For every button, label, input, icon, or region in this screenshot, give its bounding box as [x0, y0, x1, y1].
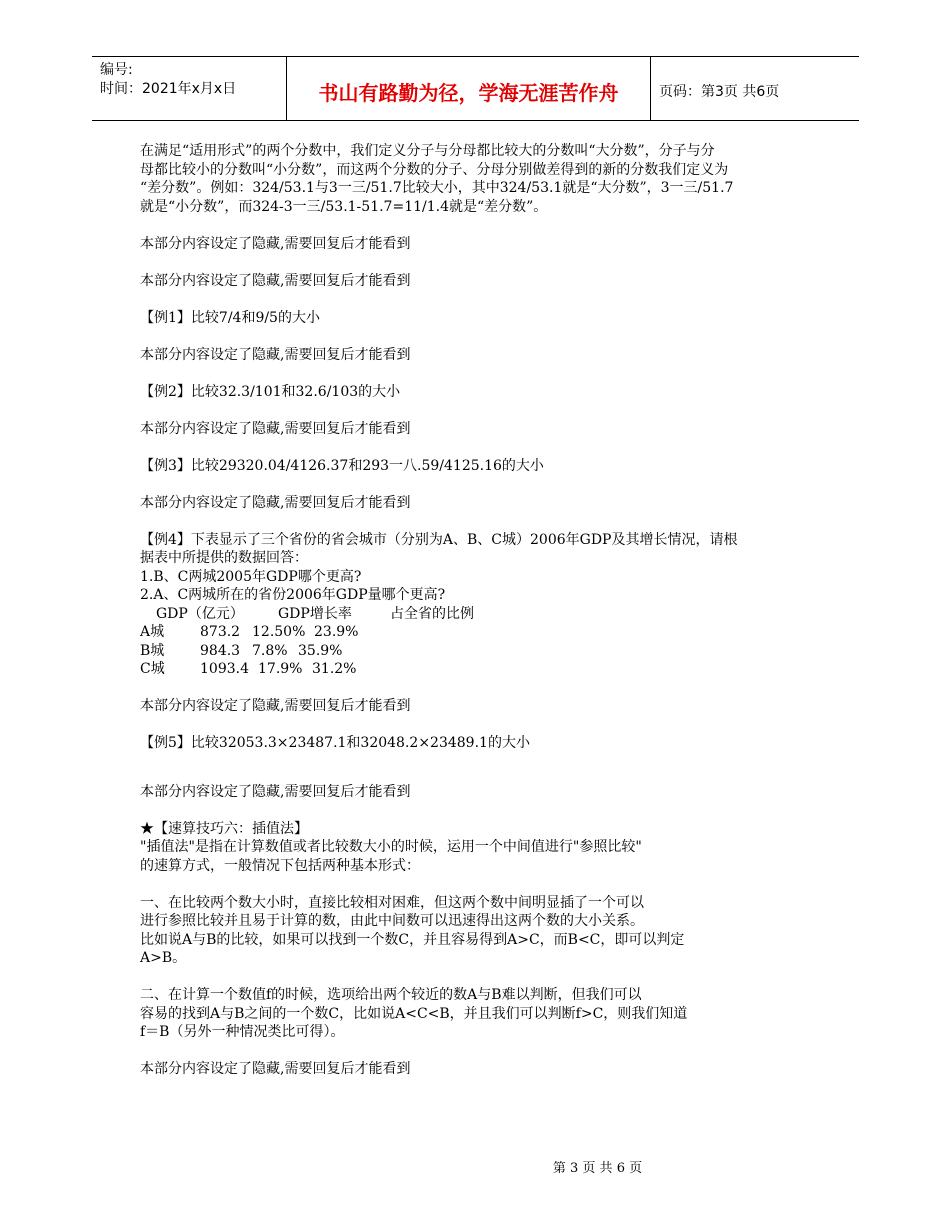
table-cell: 35.9% [298, 642, 343, 659]
tip-intro [140, 838, 820, 875]
text-line: 2.A、C两城所在的省份2006年GDP量哪个更高? [140, 587, 446, 603]
table-header-row [140, 605, 820, 624]
tip-form-two [140, 986, 820, 1042]
document-body [140, 142, 820, 1079]
document-number-label: 编号: [100, 62, 133, 78]
hidden-content-notice: 本部分内容设定了隐藏,需要回复后才能看到 [140, 1061, 411, 1077]
header-page-label: 页码：第3页 共6页 [659, 84, 780, 100]
text-line: 进行参照比较并且易于计算的数，由此中间数可以迅速得出这两个数的大小关系。 [140, 913, 644, 929]
hidden-content-notice: 本部分内容设定了隐藏,需要回复后才能看到 [140, 346, 411, 363]
table-row [140, 642, 820, 661]
table-header-cell: GDP（亿元） [156, 605, 244, 622]
gdp-table [140, 605, 820, 679]
text-line: 容易的找到A与B之间的一个数C，比如说A<C<B，并且我们可以判断f>C，则我们知道 [140, 1005, 688, 1022]
text-line: 在满足“适用形式”的两个分数中，我们定义分子与分母都比较大的分数叫“大分数”，分子与分 [140, 143, 715, 159]
table-cell: A城 [140, 624, 165, 640]
text-line: 比如说A与B的比较，如果可以找到一个数C，并且容易得到A>C，而B<C，即可以判定 [140, 931, 685, 948]
text-line: “差分数”。例如：324/53.1与3一三/51.7比较大小，其中324/53.1就是“大分数”，3一三/51.7 [140, 180, 734, 196]
text-line: 就是“小分数”，而324-3一三/53.1-51.7=11/1.4就是“差分数”。 [140, 198, 548, 215]
hidden-content-notice: 本部分内容设定了隐藏,需要回复后才能看到 [140, 420, 411, 437]
table-cell: C城 [140, 661, 165, 677]
table-cell: 31.2% [312, 661, 357, 677]
text-line: "插值法"是指在计算数值或者比较数大小的时候，运用一个中间值进行"参照比较" [140, 839, 642, 855]
intro-paragraph [140, 142, 820, 216]
page-footer: 第 3 页 共 6 页 [552, 1161, 643, 1176]
tip-title: ★【速算技巧六：插值法】 [140, 820, 308, 837]
example-3-heading: 【例3】比较29320.04/4126.37和293一八.59/4125.16的大小 [140, 457, 544, 474]
table-header-cell: GDP增长率 [278, 605, 352, 622]
hidden-content-notice: 本部分内容设定了隐藏,需要回复后才能看到 [140, 494, 411, 511]
example-1-heading: 【例1】比较7/4和9/5的大小 [140, 309, 320, 326]
text-line: A>B。 [140, 950, 187, 966]
text-line: 一、在比较两个数大小时，直接比较相对困难，但这两个数中间明显插了一个可以 [140, 894, 644, 911]
example-5-heading: 【例5】比较32053.3×23487.1和32048.2×23489.1的大小 [140, 735, 530, 751]
table-row [140, 660, 820, 679]
table-cell: 1093.4 [200, 661, 249, 677]
example-2-heading: 【例2】比较32.3/101和32.6/103的大小 [140, 383, 401, 400]
text-line: 据表中所提供的数据回答： [140, 550, 308, 566]
table-cell: B城 [140, 642, 165, 659]
table-cell: 7.8% [252, 642, 288, 659]
text-line: 母都比较小的分数叫“小分数”，而这两个分数的分子、分母分别做差得到的新的分数我们定义为 [140, 161, 729, 178]
hidden-content-notice: 本部分内容设定了隐藏,需要回复后才能看到 [140, 783, 411, 800]
table-cell: 12.50% [252, 624, 306, 640]
text-line: f＝B（另外一种情况类比可得）。 [140, 1024, 345, 1040]
tip-form-one [140, 894, 820, 968]
table-header-cell: 占全省的比例 [390, 605, 474, 622]
header-slogan: 书山有路勤为径，学海无涯苦作舟 [287, 57, 651, 121]
text-line: 二、在计算一个数值f的时候，选项给出两个较近的数A与B难以判断，但我们可以 [140, 987, 642, 1003]
table-row [140, 623, 820, 642]
text-line: 的速算方式，一般情况下包括两种基本形式： [140, 857, 420, 874]
table-cell: 17.9% [258, 661, 303, 677]
document-time-label: 时间：2021年x月x日 [100, 81, 237, 97]
header-meta [92, 57, 287, 121]
text-line: 1.B、C两城2005年GDP哪个更高? [140, 568, 362, 585]
example-4-block [140, 531, 820, 605]
text-line: 【例4】下表显示了三个省份的省会城市（分别为A、B、C城）2006年GDP及其增长情况，请根 [140, 531, 738, 548]
table-cell: 984.3 [200, 642, 241, 659]
hidden-content-notice: 本部分内容设定了隐藏,需要回复后才能看到 [140, 698, 411, 714]
page-header [92, 56, 859, 121]
table-cell: 873.2 [200, 624, 241, 640]
table-cell: 23.9% [314, 624, 359, 640]
hidden-content-notice: 本部分内容设定了隐藏,需要回复后才能看到 [140, 272, 411, 289]
hidden-content-notice: 本部分内容设定了隐藏,需要回复后才能看到 [140, 235, 411, 252]
